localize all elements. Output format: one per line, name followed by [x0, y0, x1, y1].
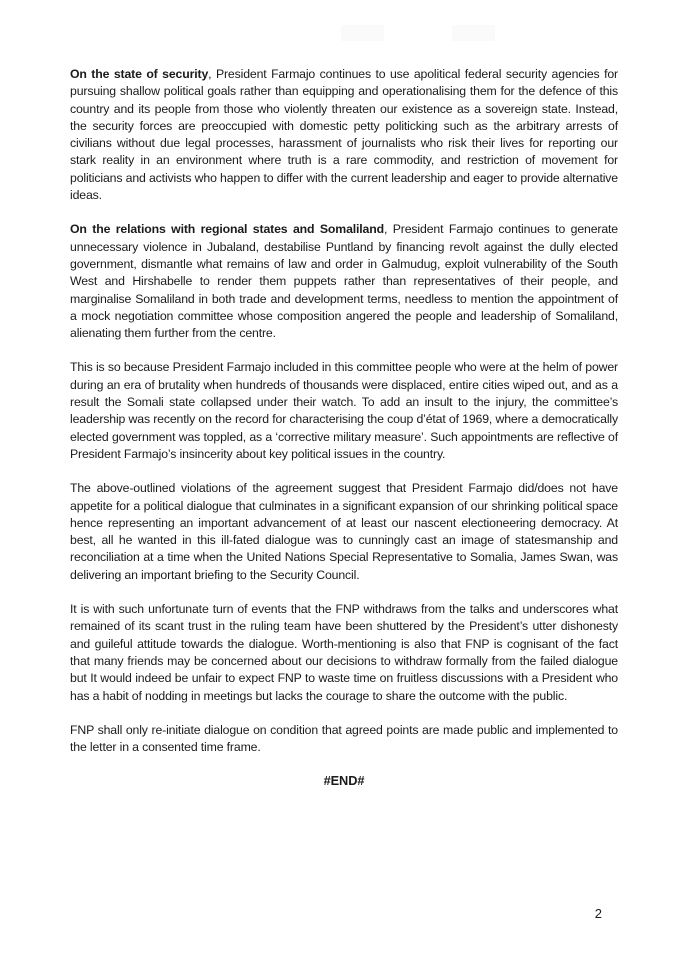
paragraph-lead: On the relations with regional states and Somaliland — [70, 222, 384, 237]
paragraph — [70, 480, 618, 584]
paragraph — [70, 722, 618, 757]
paragraph — [70, 359, 618, 463]
paragraph-text: , President Farmajo continues to use apolitical federal security agencies for pursuing shallow political goals rather than equipping and operationalising them for the defence of this country and its people from those who violently threaten our existence as a sovereign state. Instead, the security forces are preoccupied with domestic petty politicking such as the arbitrary arrests of civilians without due legal processes, harassment of journalists who risk their lives for reporting our stark reality in an environment where truth is a rare commodity, and restriction of movement for politicians and activists who happen to differ with the current leadership and eager to provide alternative ideas. — [70, 67, 618, 203]
paragraph — [70, 66, 618, 204]
paragraph-text: , President Farmajo continues to generate unnecessary violence in Jubaland, destabilise Puntland by financing revolt against the dully elected government, dismantle what remains of law and order in Galmudug, exploit vulnerability of the South West and Hirshabelle to render them puppets rather than representatives of their people, and marginalise Somaliland in both trade and development terms, needless to mention the appointment of a mock negotiation committee whose composition angered the people and leadership of Somaliland, alienating them further from the centre. — [70, 222, 618, 341]
paragraph — [70, 601, 618, 705]
scan-artifact — [341, 25, 384, 41]
paragraph-text: This is so because President Farmajo included in this committee people who were at the helm of power during an era of brutality when hundreds of thousands were displaced, entire cities wiped out, and as a result the Somali state collapsed under their watch. To add an insult to the injury, the committee’s leadership was recently on the record for characterising the coup d’état of 1969, where a democratically elected government was toppled, as a ‘corrective military measure’. Such appointments are reflective of President Farmajo’s insincerity about key political issues in the country. — [70, 360, 618, 461]
page-number: 2 — [594, 906, 602, 921]
document-body — [70, 66, 618, 788]
scan-artifact — [452, 25, 495, 41]
end-marker: #END# — [323, 773, 365, 789]
paragraph-text: FNP shall only re-initiate dialogue on condition that agreed points are made public and implemented to the letter in a consented time frame. — [70, 722, 618, 755]
paragraph-text: The above-outlined violations of the agreement suggest that President Farmajo did/does not have appetite for a political dialogue that culminates in a significant expansion of our shrinking political space hence representing an important advancement of at least our nascent electioneering democracy. At best, all he wanted in this ill-fated dialogue was to cunningly cast an image of statesmanship and reconciliation at a time when the United Nations Special Representative to Somalia, James Swan, was delivering an important briefing to the Security Council. — [70, 481, 618, 582]
paragraph — [70, 221, 618, 342]
paragraph-text: It is with such unfortunate turn of events that the FNP withdraws from the talks and underscores what remained of its scant trust in the ruling team have been shuttered by the President’s utter dishonesty and guileful attitude towards the dialogue. Worth-mentioning is also that FNP is cognisant of the fact that many friends may be concerned about our decisions to withdraw formally from the failed dialogue but It would indeed be unfair to expect FNP to waste time on fruitless discussions with a President who has a habit of nodding in meetings but lacks the courage to share the outcome with the public. — [70, 602, 618, 703]
paragraph-lead: On the state of security — [70, 67, 209, 81]
